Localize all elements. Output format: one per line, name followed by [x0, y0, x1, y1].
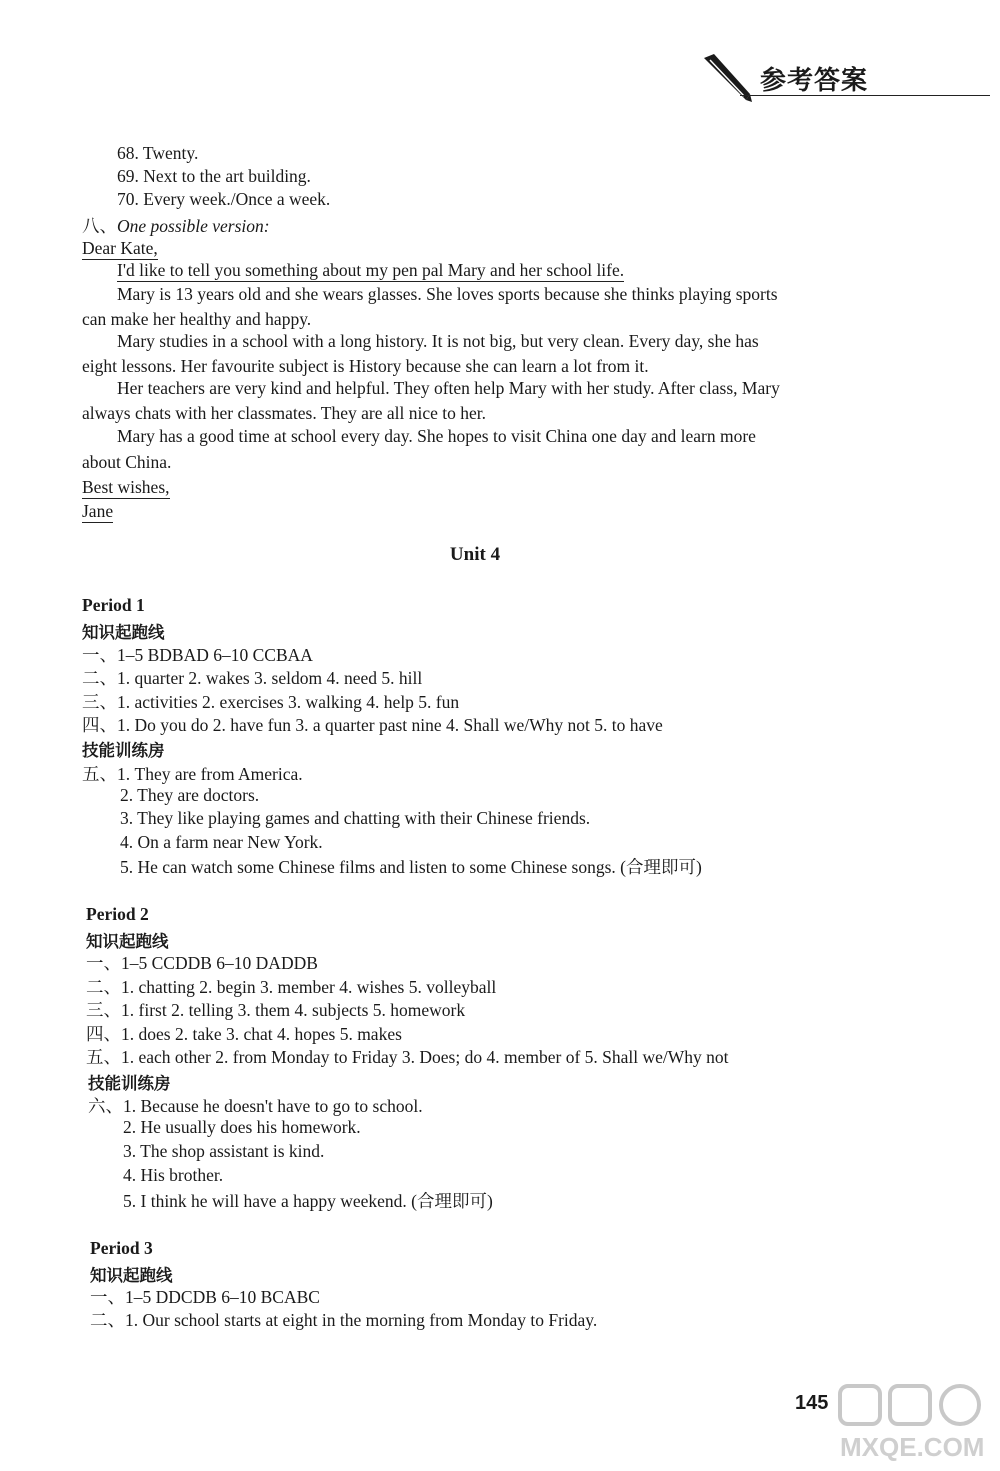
period-1-line-1: 一、1–5 BDBAD 6–10 CCBAA: [82, 645, 313, 665]
period-2-line-5: 五、1. each other 2. from Monday to Friday 3. Does; do 4. member of 5. Shall we/Why not: [86, 1047, 729, 1067]
period-1-line-7: 3. They like playing games and chatting with their Chinese friends.: [120, 808, 591, 828]
letter-p1b: can make her healthy and happy.: [82, 309, 312, 329]
period-1-heading-knowledge: 知识起跑线: [82, 623, 165, 642]
letter-p2b: eight lessons. Her favourite subject is History because she can learn a lot from it.: [82, 356, 649, 376]
section-8-title: One possible version:: [117, 216, 270, 236]
period-2-title: Period 2: [86, 904, 149, 924]
watermark-icon: [832, 1378, 992, 1463]
period-3-line-2: 二、1. Our school starts at eight in the morning from Monday to Friday.: [90, 1310, 598, 1330]
answer-70: 70. Every week./Once a week.: [117, 189, 331, 209]
period-2-line-1: 一、1–5 CCDDB 6–10 DADDB: [86, 953, 318, 973]
period-2-line-3: 三、1. first 2. telling 3. them 4. subjects 5. homework: [86, 1000, 466, 1020]
unit-title: Unit 4: [449, 544, 501, 565]
watermark-text: MXQE.COM: [840, 1432, 985, 1462]
letter-p2a: Mary studies in a school with a long history. It is not big, but very clean. Every day, she has: [117, 331, 759, 351]
letter-p4a: Mary has a good time at school every day. She hopes to visit China one day and learn more: [117, 426, 756, 446]
period-2-line-4: 四、1. does 2. take 3. chat 4. hopes 5. makes: [86, 1024, 402, 1044]
letter-signature: Jane: [82, 501, 114, 521]
letter-p4b: about China.: [82, 452, 172, 472]
section-8-heading: [82, 213, 270, 238]
page-number: 145: [795, 1392, 829, 1414]
header-rule: [740, 95, 990, 96]
period-1-heading-skills: 技能训练房: [82, 741, 165, 760]
answer-68: 68. Twenty.: [117, 143, 199, 163]
letter-closing: Best wishes,: [82, 477, 170, 497]
period-1-line-4: 四、1. Do you do 2. have fun 3. a quarter past nine 4. Shall we/Why not 5. to have: [82, 715, 663, 735]
period-1-line-5: 五、1. They are from America.: [82, 764, 303, 784]
period-3-heading-knowledge: 知识起跑线: [90, 1266, 173, 1285]
header-title: 参考答案: [760, 66, 869, 96]
section-8-label: 八、: [82, 216, 117, 236]
period-2-line-8: 3. The shop assistant is kind.: [123, 1141, 325, 1161]
letter-p3a: Her teachers are very kind and helpful. They often help Mary with her study. After class, Mary: [117, 378, 780, 398]
period-1-line-6: 2. They are doctors.: [120, 785, 260, 805]
period-1-line-3: 三、1. activities 2. exercises 3. walking 4. help 5. fun: [82, 692, 460, 712]
page-header: [700, 52, 990, 102]
period-2-line-2: 二、1. chatting 2. begin 3. member 4. wishes 5. volleyball: [86, 977, 497, 997]
letter-intro: I'd like to tell you something about my pen pal Mary and her school life.: [117, 260, 625, 280]
period-3-line-1: 一、1–5 DDCDB 6–10 BCABC: [90, 1287, 320, 1307]
period-1-line-8: 4. On a farm near New York.: [120, 832, 323, 852]
period-2-heading-skills: 技能训练房: [88, 1074, 171, 1093]
period-1-line-2: 二、1. quarter 2. wakes 3. seldom 4. need 5. hill: [82, 668, 423, 688]
period-1-line-9: 5. He can watch some Chinese films and listen to some Chinese songs. (合理即可): [120, 857, 702, 877]
period-2-heading-knowledge: 知识起跑线: [86, 932, 169, 951]
watermark-logo: [832, 1378, 992, 1463]
period-2-line-7: 2. He usually does his homework.: [123, 1117, 361, 1137]
period-1-title: Period 1: [82, 595, 145, 615]
period-3-title: Period 3: [90, 1238, 153, 1258]
period-2-line-6: 六、1. Because he doesn't have to go to school.: [88, 1096, 423, 1116]
period-2-line-9: 4. His brother.: [123, 1165, 224, 1185]
letter-p1a: Mary is 13 years old and she wears glasses. She loves sports because she thinks playing sports: [117, 284, 778, 304]
letter-p3b: always chats with her classmates. They are all nice to her.: [82, 403, 486, 423]
letter-greeting: Dear Kate,: [82, 238, 158, 258]
answer-69: 69. Next to the art building.: [117, 166, 311, 186]
period-2-line-10: 5. I think he will have a happy weekend. (合理即可): [123, 1191, 493, 1211]
